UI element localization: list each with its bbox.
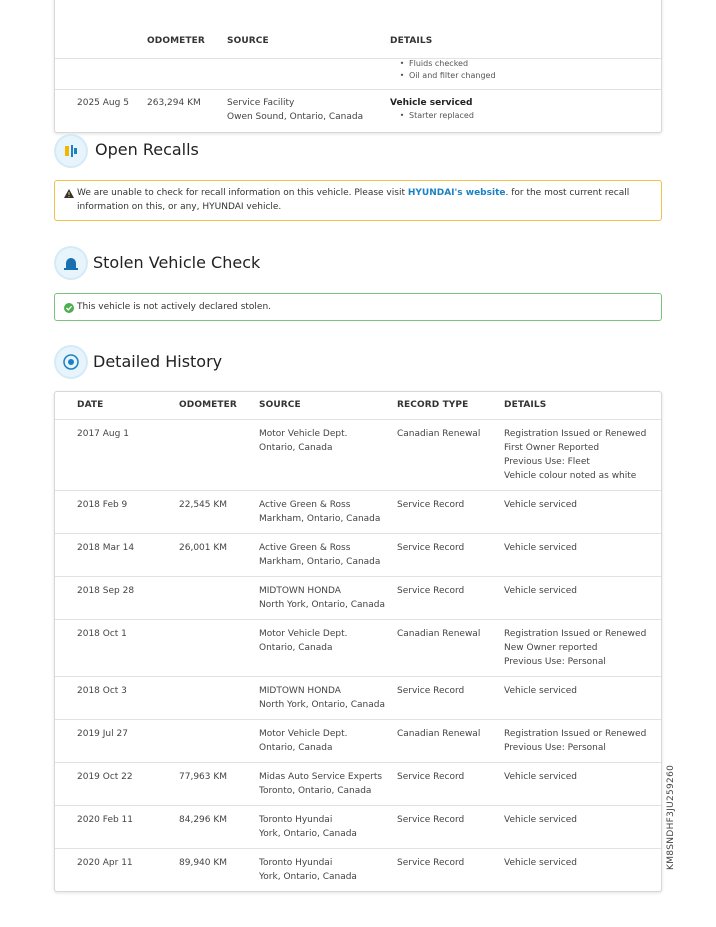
row-details: Vehicle serviced: [504, 815, 577, 825]
row-details: Registration Issued or Renewed Previous Use: Personal: [504, 729, 647, 753]
row-date: 2018 Oct 1: [77, 629, 127, 639]
record-type-header: RECORD TYPE: [397, 400, 469, 410]
row-odometer: 263,294 KM: [147, 98, 201, 108]
row-record-type: Service Record: [397, 586, 465, 596]
row-odometer: 77,963 KM: [179, 772, 228, 782]
recall-message: We are unable to check for recall information on this vehicle. Please visit: [77, 188, 408, 198]
row-date: 2018 Sep 28: [77, 586, 135, 596]
warning-icon: [64, 189, 74, 203]
row-details-title: Vehicle serviced: [390, 98, 473, 108]
row-source: Motor Vehicle Dept. Ontario, Canada: [259, 629, 348, 653]
service-history-card: [54, 0, 662, 133]
details-header: DETAILS: [504, 400, 547, 410]
row-details: Registration Issued or Renewed First Owner Reported Previous Use: Fleet Vehicle colour noted as white: [504, 429, 647, 481]
row-source: Service Facility Owen Sound, Ontario, Canada: [227, 98, 364, 122]
row-record-type: Service Record: [397, 772, 465, 782]
row-odometer: 89,940 KM: [179, 858, 228, 868]
recall-warning-alert: [54, 180, 662, 221]
row-source: Midas Auto Service Experts Toronto, Ontario, Canada: [259, 772, 383, 796]
row-details: Vehicle serviced: [504, 772, 577, 782]
odometer-header: ODOMETER: [179, 400, 237, 410]
row-source: Active Green & Ross Markham, Ontario, Canada: [259, 500, 381, 524]
row-date: 2018 Feb 9: [77, 500, 128, 510]
details-bullet: • Starter replaced: [399, 111, 474, 120]
row-date: 2017 Aug 1: [77, 429, 129, 439]
row-date: 2018 Oct 3: [77, 686, 127, 696]
row-date: 2020 Feb 11: [77, 815, 134, 825]
detailed-history-title: Detailed History: [93, 352, 223, 371]
row-odometer: 26,001 KM: [179, 543, 228, 553]
open-recalls-title: Open Recalls: [95, 140, 199, 159]
row-details: Vehicle serviced: [504, 686, 577, 696]
stolen-status-alert: [54, 293, 662, 321]
row-details: Vehicle serviced: [504, 500, 577, 510]
source-header: SOURCE: [227, 36, 269, 46]
row-source: MIDTOWN HONDA North York, Ontario, Canada: [259, 686, 385, 710]
row-date: 2019 Oct 22: [77, 772, 133, 782]
details-bullet: • Fluids checked: [399, 59, 469, 68]
source-header: SOURCE: [259, 400, 301, 410]
row-source: Motor Vehicle Dept. Ontario, Canada: [259, 429, 348, 453]
recall-message-end: . for the most current recall information on this, or any, HYUNDAI vehicle.: [77, 188, 630, 212]
date-header: DATE: [77, 400, 104, 410]
recall-icon: [56, 136, 86, 166]
row-record-type: Service Record: [397, 543, 465, 553]
row-details: Vehicle serviced: [504, 543, 577, 553]
row-record-type: Service Record: [397, 686, 465, 696]
hyundai-website-link[interactable]: HYUNDAI's website: [407, 188, 506, 198]
row-date: 2019 Jul 27: [77, 729, 128, 739]
history-icon: [56, 347, 86, 377]
row-source: MIDTOWN HONDA North York, Ontario, Canada: [259, 586, 385, 610]
row-date: 2018 Mar 14: [77, 543, 135, 553]
row-details: Vehicle serviced: [504, 586, 577, 596]
row-source: Toronto Hyundai York, Ontario, Canada: [259, 858, 357, 882]
row-odometer: 22,545 KM: [179, 500, 228, 510]
police-light-icon: [56, 248, 86, 278]
row-date: 2025 Aug 5: [77, 98, 129, 108]
row-source: Motor Vehicle Dept. Ontario, Canada: [259, 729, 348, 753]
row-record-type: Canadian Renewal: [397, 729, 481, 739]
details-header: DETAILS: [390, 36, 433, 46]
row-details: Registration Issued or Renewed New Owner reported Previous Use: Personal: [504, 629, 647, 667]
row-odometer: 84,296 KM: [179, 815, 228, 825]
row-source: Toronto Hyundai York, Ontario, Canada: [259, 815, 357, 839]
stolen-check-title: Stolen Vehicle Check: [93, 253, 261, 272]
vin-number: KM8SNDHF3JU259260: [666, 764, 676, 870]
odometer-header: ODOMETER: [147, 36, 205, 46]
detailed-history-table: [54, 391, 662, 892]
row-details: Vehicle serviced: [504, 858, 577, 868]
details-bullet: • Oil and filter changed: [399, 71, 496, 80]
row-record-type: Service Record: [397, 815, 465, 825]
row-record-type: Canadian Renewal: [397, 629, 481, 639]
row-record-type: Service Record: [397, 858, 465, 868]
check-circle-icon: [64, 303, 74, 318]
row-source: Active Green & Ross Markham, Ontario, Canada: [259, 543, 381, 567]
row-date: 2020 Apr 11: [77, 858, 133, 868]
stolen-message: This vehicle is not actively declared stolen.: [77, 302, 272, 312]
row-record-type: Service Record: [397, 500, 465, 510]
row-record-type: Canadian Renewal: [397, 429, 481, 439]
